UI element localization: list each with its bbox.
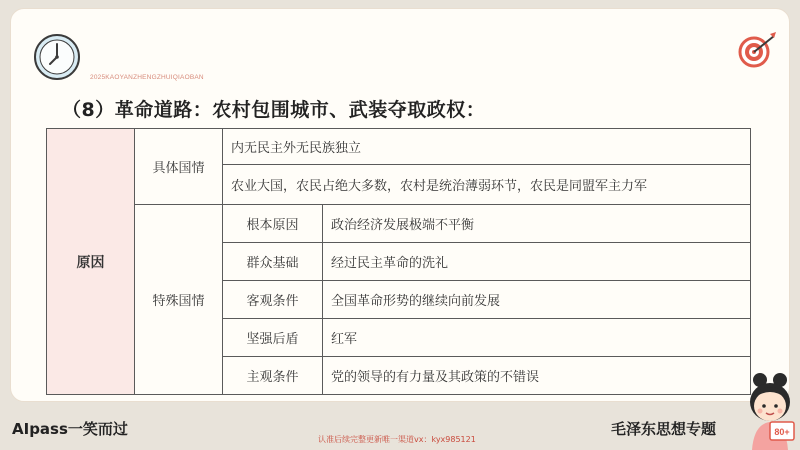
special-label: 特殊国情 [135,205,223,395]
special-row-label: 坚强后盾 [223,319,323,357]
special-row-label: 根本原因 [223,205,323,243]
mascot-icon [740,372,800,450]
special-row-value: 政治经济发展极端不平衡 [323,205,751,243]
subtitle: 2025KAOYANZHENGZHUIQIAOBAN [90,74,204,81]
table-row [47,129,751,165]
specific-row-2: 农业大国，农民占绝大多数，农村是统治薄弱环节，农民是同盟军主力军 [223,165,751,205]
content-table [46,128,751,395]
special-row-label: 群众基础 [223,243,323,281]
mascot-badge: 80+ [774,427,790,437]
special-row-value: 红军 [323,319,751,357]
target-icon [736,30,780,70]
special-row-value: 全国革命形势的继续向前发展 [323,281,751,319]
table-row [47,205,751,243]
cause-label: 原因 [47,129,135,395]
special-row-label: 主观条件 [223,357,323,395]
specific-label: 具体国情 [135,129,223,205]
special-row-value: 党的领导的有力量及其政策的不错误 [323,357,751,395]
special-row-value: 经过民主革命的洗礼 [323,243,751,281]
clock-icon [32,32,82,82]
footer-topic: 毛泽东思想专题 [611,420,717,438]
special-row-label: 客观条件 [223,281,323,319]
footer-brand: AIpass一笑而过 [12,420,128,438]
page-title: （8）革命道路：农村包围城市、武装夺取政权： [62,99,486,121]
watermark: 认准后续完整更新唯一渠道vx：kyx985121 [318,435,476,444]
specific-row-1: 内无民主外无民族独立 [223,129,751,165]
